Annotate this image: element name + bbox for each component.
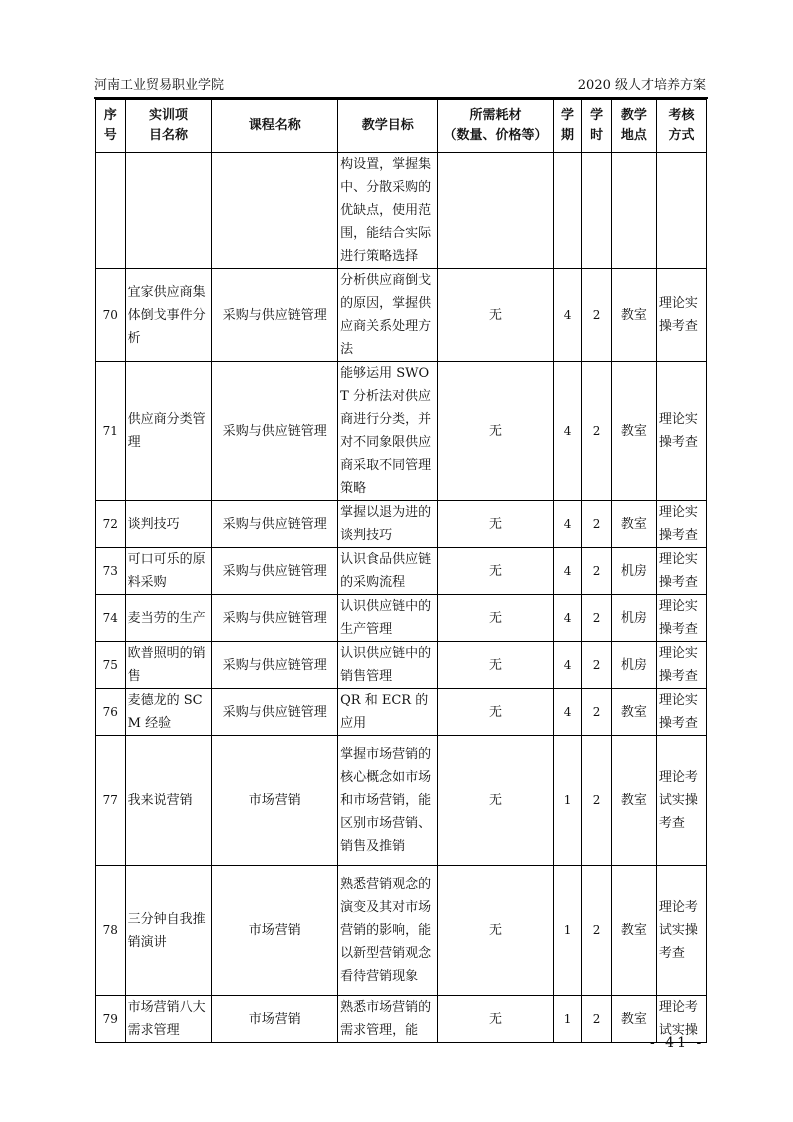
- row-seq: 77: [96, 736, 126, 866]
- row-seq: 71: [96, 362, 126, 501]
- row-hours: 2: [582, 362, 612, 501]
- row-course-name: 采购与供应链管理: [212, 269, 338, 362]
- row-place: 教室: [611, 362, 656, 501]
- row-teaching-goal: 掌握市场营销的核心概念如市场和市场营销，能区别市场营销、销售及推销: [338, 736, 438, 866]
- row-term: 4: [553, 269, 582, 362]
- row-seq: 72: [96, 501, 126, 548]
- row-project-name: 欧普照明的销售: [125, 642, 212, 689]
- row-term: 4: [553, 595, 582, 642]
- row-place: 教室: [611, 501, 656, 548]
- row-term: 1: [553, 996, 582, 1043]
- row-hours: 2: [582, 736, 612, 866]
- training-projects-table: [95, 99, 707, 1043]
- row-seq: 75: [96, 642, 126, 689]
- row-project-name: [125, 153, 212, 269]
- row-assessment: 理论考试实操: [656, 996, 706, 1043]
- row-project-name: 市场营销八大需求管理: [125, 996, 212, 1043]
- row-term: 4: [553, 689, 582, 736]
- row-place: [611, 153, 656, 269]
- row-term: 4: [553, 642, 582, 689]
- row-teaching-goal: 掌握以退为进的谈判技巧: [338, 501, 438, 548]
- row-seq: 76: [96, 689, 126, 736]
- table-row: [96, 548, 707, 595]
- row-place: 机房: [611, 595, 656, 642]
- col-header-term: 学 期: [553, 100, 582, 153]
- row-teaching-goal: 能够运用 SWOT 分析法对供应商进行分类，并对不同象限供应商采取不同管理策略: [338, 362, 438, 501]
- row-teaching-goal: 认识供应链中的生产管理: [338, 595, 438, 642]
- table-row: [96, 642, 707, 689]
- row-teaching-goal: 熟悉市场营销的需求管理，能: [338, 996, 438, 1043]
- table-row: [96, 736, 707, 866]
- row-project-name: 三分钟自我推销演讲: [125, 866, 212, 996]
- row-project-name: 供应商分类管理: [125, 362, 212, 501]
- row-assessment: 理论实操考查: [656, 595, 706, 642]
- table-row: [96, 595, 707, 642]
- row-seq: 79: [96, 996, 126, 1043]
- table-row: [96, 501, 707, 548]
- row-assessment: 理论实操考查: [656, 642, 706, 689]
- row-place: 机房: [611, 548, 656, 595]
- row-hours: 2: [582, 548, 612, 595]
- row-assessment: 理论考试实操考查: [656, 866, 706, 996]
- table-row: [96, 269, 707, 362]
- row-place: 教室: [611, 866, 656, 996]
- row-assessment: 理论实操考查: [656, 362, 706, 501]
- school-name: 河南工业贸易职业学院: [94, 78, 225, 93]
- col-header-place: 教学 地点: [611, 100, 656, 153]
- row-term: [553, 153, 582, 269]
- row-project-name: 麦当劳的生产: [125, 595, 212, 642]
- row-assessment: 理论实操考查: [656, 501, 706, 548]
- row-term: 1: [553, 866, 582, 996]
- row-hours: 2: [582, 866, 612, 996]
- row-project-name: 谈判技巧: [125, 501, 212, 548]
- row-teaching-goal: 构设置，掌握集中、分散采购的优缺点，使用范围，能结合实际进行策略选择: [338, 153, 438, 269]
- row-materials: [438, 153, 553, 269]
- table-row: [96, 866, 707, 996]
- row-materials: 无: [438, 866, 553, 996]
- row-project-name: 可口可乐的原料采购: [125, 548, 212, 595]
- row-term: 4: [553, 501, 582, 548]
- row-materials: 无: [438, 996, 553, 1043]
- row-teaching-goal: 熟悉营销观念的演变及其对市场营销的影响，能以新型营销观念看待营销现象: [338, 866, 438, 996]
- row-project-name: 宜家供应商集体倒戈事件分析: [125, 269, 212, 362]
- row-project-name: 麦德龙的 SCM 经验: [125, 689, 212, 736]
- row-materials: 无: [438, 642, 553, 689]
- row-materials: 无: [438, 269, 553, 362]
- row-hours: 2: [582, 996, 612, 1043]
- row-course-name: 采购与供应链管理: [212, 362, 338, 501]
- row-hours: 2: [582, 642, 612, 689]
- col-header-course: 课程名称: [212, 100, 338, 153]
- row-assessment: 理论实操考查: [656, 269, 706, 362]
- row-course-name: 采购与供应链管理: [212, 501, 338, 548]
- row-materials: 无: [438, 362, 553, 501]
- row-place: 教室: [611, 736, 656, 866]
- row-place: 教室: [611, 269, 656, 362]
- table-header-row: [96, 100, 707, 153]
- document-title: 2020 级人才培养方案: [577, 78, 706, 93]
- col-header-assess: 考核 方式: [656, 100, 706, 153]
- row-seq: 70: [96, 269, 126, 362]
- row-place: 教室: [611, 689, 656, 736]
- row-place: 机房: [611, 642, 656, 689]
- row-seq: 78: [96, 866, 126, 996]
- col-header-project: 实训项 目名称: [125, 100, 212, 153]
- row-seq: 73: [96, 548, 126, 595]
- row-term: 1: [553, 736, 582, 866]
- row-hours: 2: [582, 595, 612, 642]
- table-row: [96, 996, 707, 1043]
- table-row: [96, 689, 707, 736]
- row-assessment: 理论实操考查: [656, 689, 706, 736]
- row-materials: 无: [438, 736, 553, 866]
- row-place: 教室: [611, 996, 656, 1043]
- row-assessment: 理论考试实操考查: [656, 736, 706, 866]
- row-materials: 无: [438, 548, 553, 595]
- row-course-name: 采购与供应链管理: [212, 595, 338, 642]
- row-teaching-goal: 分析供应商倒戈的原因，掌握供应商关系处理方法: [338, 269, 438, 362]
- row-course-name: 采购与供应链管理: [212, 689, 338, 736]
- row-course-name: 市场营销: [212, 866, 338, 996]
- page-number: - 41 -: [650, 1035, 705, 1051]
- row-course-name: [212, 153, 338, 269]
- row-assessment: 理论实操考查: [656, 548, 706, 595]
- row-course-name: 市场营销: [212, 996, 338, 1043]
- row-teaching-goal: 认识食品供应链的采购流程: [338, 548, 438, 595]
- row-hours: 2: [582, 501, 612, 548]
- row-materials: 无: [438, 595, 553, 642]
- row-course-name: 采购与供应链管理: [212, 642, 338, 689]
- row-hours: 2: [582, 269, 612, 362]
- row-hours: [582, 153, 612, 269]
- col-header-materials: 所需耗材 （数量、价格等）: [438, 100, 553, 153]
- col-header-hours: 学 时: [582, 100, 612, 153]
- row-seq: [96, 153, 126, 269]
- col-header-seq: 序 号: [96, 100, 126, 153]
- row-materials: 无: [438, 501, 553, 548]
- row-course-name: 市场营销: [212, 736, 338, 866]
- row-course-name: 采购与供应链管理: [212, 548, 338, 595]
- row-seq: 74: [96, 595, 126, 642]
- row-project-name: 我来说营销: [125, 736, 212, 866]
- page-header: [94, 77, 708, 99]
- col-header-goal: 教学目标: [338, 100, 438, 153]
- row-hours: 2: [582, 689, 612, 736]
- table-row: [96, 362, 707, 501]
- row-assessment: [656, 153, 706, 269]
- row-materials: 无: [438, 689, 553, 736]
- row-term: 4: [553, 362, 582, 501]
- row-teaching-goal: 认识供应链中的销售管理: [338, 642, 438, 689]
- table-row: [96, 153, 707, 269]
- row-teaching-goal: QR 和 ECR 的应用: [338, 689, 438, 736]
- row-term: 4: [553, 548, 582, 595]
